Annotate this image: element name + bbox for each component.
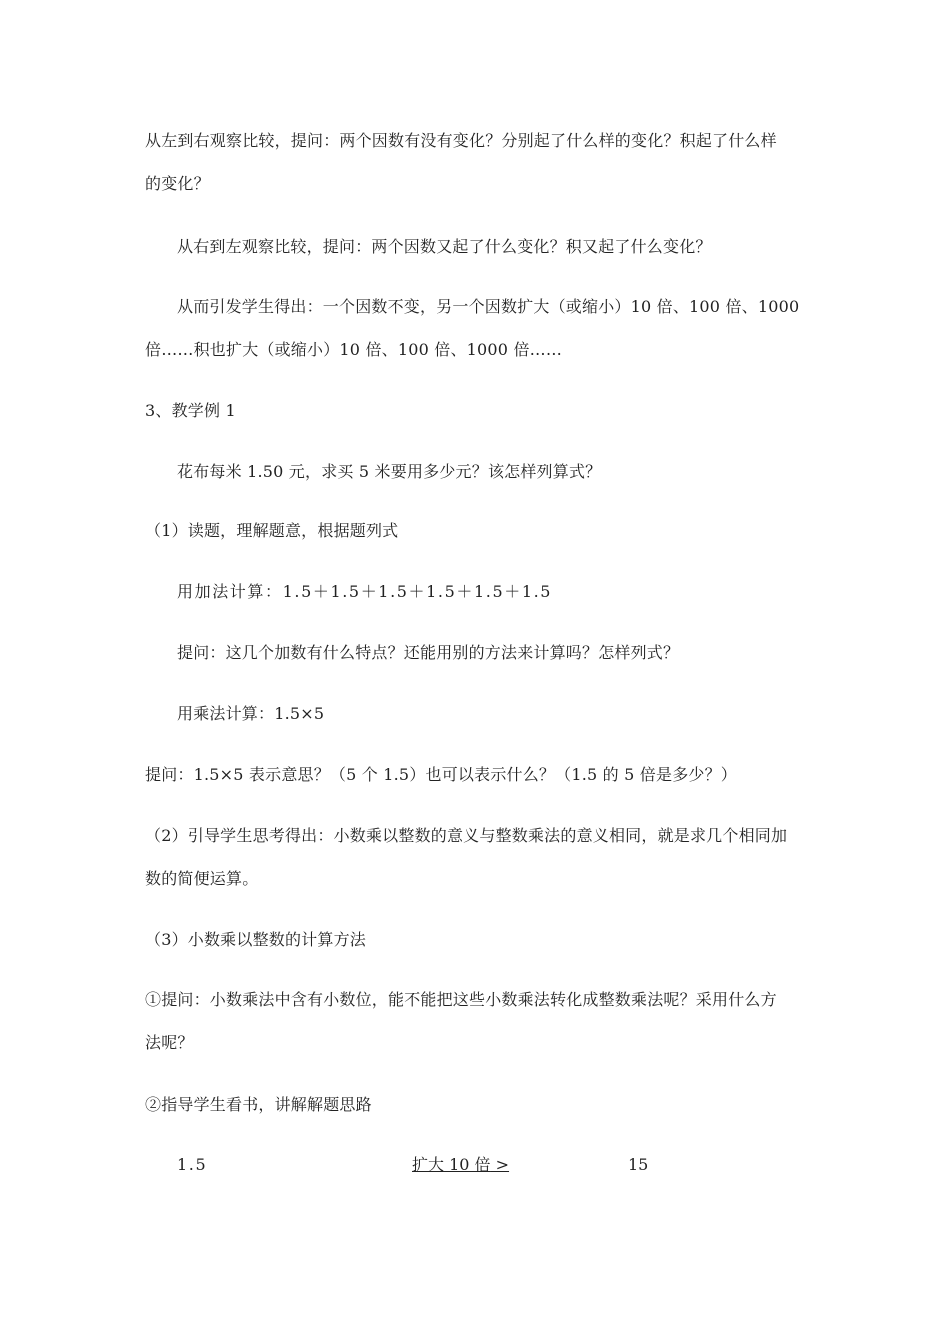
paragraph-conclusion-cont: 倍……积也扩大（或缩小）10 倍、100 倍、1000 倍……: [145, 340, 563, 359]
calc-arrow-text: 扩大 10 倍: [412, 1155, 491, 1174]
paragraph-observe-left-right-cont: 的变化？: [145, 174, 210, 193]
paragraph-multiplication: 用乘法计算：1.5×5: [177, 704, 325, 723]
step-heading-2-cont: 数的简便运算。: [145, 869, 259, 888]
calc-result-number: 15: [628, 1155, 649, 1174]
paragraph-circled-1-cont: 法呢？: [145, 1033, 194, 1052]
step-heading-2: （2）引导学生思考得出：小数乘以整数的意义与整数乘法的意义相同，就是求几个相同加: [145, 826, 788, 845]
paragraph-question-addends: 提问：这几个加数有什么特点？还能用别的方法来计算吗？怎样列式？: [177, 643, 680, 662]
paragraph-addition: 用加法计算：1.5＋1.5＋1.5＋1.5＋1.5＋1.5: [177, 582, 553, 601]
calc-arrow-label: [412, 1155, 509, 1175]
paragraph-conclusion: 从而引发学生得出：一个因数不变，另一个因数扩大（或缩小）10 倍、100 倍、1000: [177, 297, 800, 316]
calc-original-number: 1.5: [177, 1155, 208, 1174]
step-heading-3: （3）小数乘以整数的计算方法: [145, 930, 366, 949]
paragraph-circled-1: ①提问：小数乘法中含有小数位，能不能把这些小数乘法转化成整数乘法呢？采用什么方: [145, 990, 777, 1009]
arrow-right-icon: >: [490, 1155, 510, 1174]
calculation-row: [0, 1155, 950, 1177]
step-heading-1: （1）读题，理解题意，根据题列式: [145, 521, 399, 540]
paragraph-circled-2: ②指导学生看书，讲解解题思路: [145, 1095, 372, 1114]
paragraph-question-meaning: 提问：1.5×5 表示意思？（5 个 1.5）也可以表示什么？（1.5 的 5 倍是多少？）: [145, 765, 737, 784]
paragraph-observe-left-right: 从左到右观察比较，提问：两个因数有没有变化？分别起了什么样的变化？积起了什么样: [145, 131, 777, 150]
paragraph-observe-right-left: 从右到左观察比较，提问：两个因数又起了什么变化？积又起了什么变化？: [177, 237, 712, 256]
paragraph-example-problem: 花布每米 1.50 元，求买 5 米要用多少元？该怎样列算式？: [177, 462, 602, 481]
section-heading-example-1: 3、教学例 1: [145, 401, 236, 420]
